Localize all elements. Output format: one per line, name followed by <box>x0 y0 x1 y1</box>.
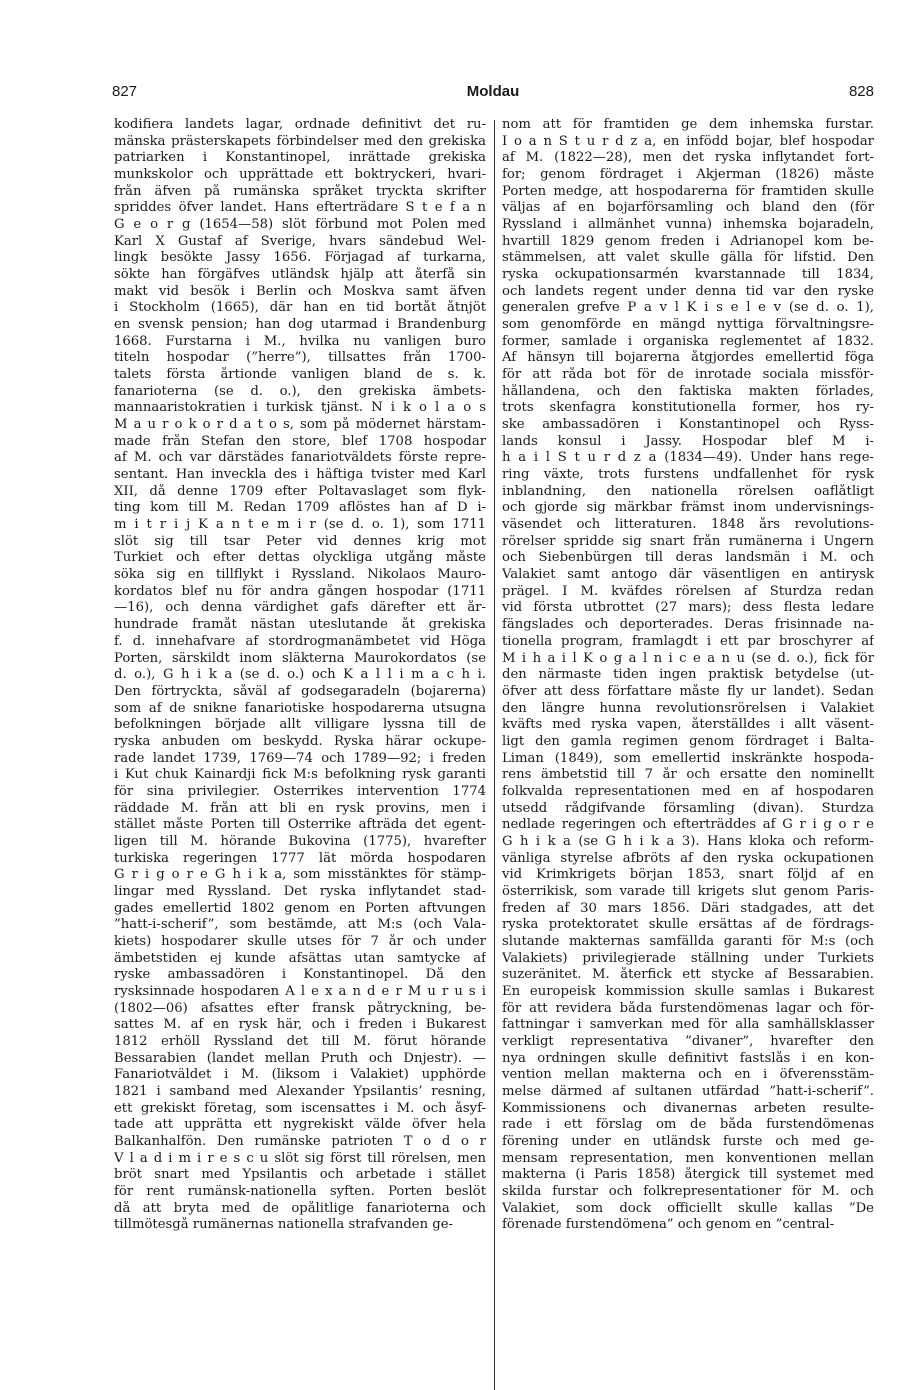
text-line: ligen till M. hörande Bukovina (1775), hvarefter <box>114 833 486 849</box>
text-line: spriddes öfver landet. Hans efterträdare S t e f a n <box>114 200 486 216</box>
text-line: rörelser spridde sig snart från rumänerna i Ungern <box>502 533 874 549</box>
text-line: M a u r o k o r d a t o s, som på mödernet härstam- <box>114 417 486 433</box>
text-line: G h i k a (se G h i k a 3). Hans kloka och reform- <box>502 833 874 849</box>
column-divider <box>494 120 495 1390</box>
text-line: slöt sig till tsar Peter vid dennes krig mot <box>114 533 486 549</box>
text-line: turkiska regeringen 1777 lät mörda hospodaren <box>114 850 486 866</box>
text-line: stället måste Porten till Österrike afträda det egent- <box>114 817 486 833</box>
page-number-left: 827 <box>112 83 138 100</box>
text-line: h a i l S t u r d z a (1834—49). Under hans rege- <box>502 450 874 466</box>
text-line: för rent rumänsk-nationella syften. Porten beslöt <box>114 1184 486 1199</box>
text-line: lingk besökte Jassy 1656. Förjagad af turkarna, <box>114 250 486 266</box>
text-line: gades emellertid 1802 genom en Porten aftvungen <box>114 900 486 916</box>
text-line: —16), och denna värdighet gafs därefter ett år- <box>114 600 486 616</box>
text-line: och gjorde sig märkbar främst inom undervisnings- <box>502 500 874 516</box>
text-line: makt vid besök i Berlin och Moskva samt äfven <box>114 283 486 299</box>
text-line: trots skenfagra konstitutionella former, hos ry- <box>502 400 874 416</box>
text-line: då att bryta med de opålitlige fanarioterna och <box>114 1200 486 1216</box>
text-line: tionella program, framlagdt i ett par broschyrer af <box>502 633 874 649</box>
text-line: kiets) hospodarer skulle utses för 7 år och under <box>114 933 486 949</box>
text-line: ryske ambassadören i Konstantinopel. Då den <box>114 967 486 983</box>
text-line: i Kut chuk Kainardji fick M:s befolkning rysk garanti <box>114 767 486 783</box>
text-line: hundrade framåt nästan uteslutande åt grekiska <box>114 617 486 633</box>
text-line: i Stockholm (1665), där han en tid bortåt åtnjöt <box>114 300 486 316</box>
text-line: generalen grefve P a v l K i s e l e v (se d. o. 1), <box>502 300 874 316</box>
text-line: nom att för framtiden ge dem inhemska furstar. <box>502 117 874 132</box>
text-line: freden af 30 mars 1856. Däri stadgades, att det <box>502 900 874 916</box>
text-line: made från Stefan den store, blef 1708 hospodar <box>114 433 486 449</box>
text-line: prägel. I M. kväfdes rörelsen af Sturdza redan <box>502 583 874 599</box>
text-line: 1821 i samband med Alexander Ypsilantis’ resning, <box>114 1083 486 1099</box>
text-line: 1668. Furstarna i M., hvilka nu vanligen buro <box>114 333 486 349</box>
text-line: Porten, särskildt inom släkterna Maurokordatos (se <box>114 650 486 666</box>
text-line: G e o r g (1654—58) slöt förbund mot Polen med <box>114 217 486 233</box>
text-line: fängslades och deporterades. Deras frisinnade na- <box>502 617 874 633</box>
text-line: inblandning, den nationella rörelsen oaflåtligt <box>502 483 874 499</box>
text-line: som af de snikne fanariotiske hospodarerna utsugna <box>114 700 486 716</box>
text-line: kordatos blef nu för andra gången hospodar (1711 <box>114 583 486 599</box>
text-line: f. d. innehafvare af stordrogmanämbetet vid Höga <box>114 633 486 649</box>
text-line: söka sig en tillflykt i Ryssland. Nikolaos Mauro- <box>114 567 486 583</box>
text-line: mannaaristokratien i turkisk tjänst. N i k o l a o s <box>114 400 486 416</box>
text-line: ”hatt-i-scherif”, som bestämde, att M:s (och Vala- <box>114 917 486 933</box>
text-line: förening under en utländsk furste och med ge- <box>502 1133 874 1149</box>
text-line: m i t r i j K a n t e m i r (se d. o. 1), som 1711 <box>114 517 486 533</box>
text-line: sattes M. af en rysk här, och i freden i Bukarest <box>114 1017 486 1033</box>
text-line: vänliga styrelse afbröts af den ryska ockupationen <box>502 850 874 866</box>
text-line: I o a n S t u r d z a, en infödd bojar, blef hospodar <box>502 133 874 149</box>
text-line: nedlade regeringen och efterträddes af G r i g o r e <box>502 817 874 833</box>
text-line: utsedd rådgifvande församling (divan). Sturdza <box>502 800 874 816</box>
text-line: vention mellan makterna och en i öfverensstäm- <box>502 1067 874 1083</box>
text-line: Porten medge, att hospodarerna för framtiden skulle <box>502 183 874 199</box>
text-line: G r i g o r e G h i k a, som misstänktes för stämp- <box>114 867 486 883</box>
text-line: Karl X Gustaf af Sverige, hvars sändebud Wel- <box>114 233 486 249</box>
text-line: sökte han förgäfves utländsk hjälp att återfå sin <box>114 267 486 283</box>
text-line: hållandena, och den faktiska makten förlades, <box>502 383 874 399</box>
text-line: för att revidera båda furstendömenas lagar och för- <box>502 1000 874 1016</box>
text-line: rade i ett förslag om de båda furstendömenas <box>502 1117 874 1133</box>
text-line: af M. och var därstädes fanariotväldets förste repre- <box>114 450 486 466</box>
text-line: Ryssland i allmänhet vunna) inhemska bojaradeln, <box>502 217 874 233</box>
text-line: som genomförde en mängd nyttiga förvaltningsre- <box>502 317 874 333</box>
text-line: titeln hospodar (”herre”), tillsattes från 1700- <box>114 350 486 366</box>
text-line: och landets regent under denna tid var den ryske <box>502 283 874 299</box>
text-line: hvartill 1829 genom freden i Adrianopel kom be- <box>502 233 874 249</box>
text-line: fattningar i samverkan med för alla samhällsklasser <box>502 1017 874 1033</box>
text-line: Kommissionens och divanernas arbeten resulte- <box>502 1100 874 1116</box>
text-line: bröt snart med Ypsilantis och arbetade i stället <box>114 1167 486 1183</box>
running-head-title: Moldau <box>466 83 520 100</box>
text-line: ett grekiskt företag, som iscensattes i M. och åsyf- <box>114 1100 486 1116</box>
text-line: för att råda bot för de inrotade sociala missför- <box>502 367 874 383</box>
text-line: d. o.), G h i k a (se d. o.) och K a l l i m a c h i. <box>114 667 486 683</box>
text-line: ting kom till M. Redan 1709 aflöstes han af D i- <box>114 500 486 516</box>
text-line: väsendet och litteraturen. 1848 års revolutions- <box>502 517 874 533</box>
text-line: stämmelsen, att valet skulle gälla för lifstid. Den <box>502 250 874 266</box>
text-line: Balkanhalfön. Den rumänske patrioten T o d o r <box>114 1133 486 1149</box>
text-line: tade att upprätta ett nygrekiskt välde öfver hela <box>114 1117 486 1133</box>
text-line: melse därmed af sultanen utfärdad ”hatt-i-scherif”. <box>502 1083 874 1099</box>
text-line: Af hänsyn till bojarerna åtgjordes emellertid föga <box>502 350 874 366</box>
text-line: for; genom fördraget i Akjerman (1826) måste <box>502 167 874 183</box>
text-line: 1812 erhöll Ryssland det till M. förut hörande <box>114 1033 486 1049</box>
text-line: Valakiet samt antogo där väsentligen en antirysk <box>502 567 874 583</box>
text-line: österrikisk, som varade till krigets slut genom Paris- <box>502 883 874 899</box>
text-line: folkvalda representationen med en af hospodaren <box>502 783 874 799</box>
text-line: skilda furstar och folkrepresentationer för M. och <box>502 1184 874 1199</box>
text-line: rysksinnade hospodaren A l e x a n d e r M u r u s i <box>114 983 486 999</box>
text-line: XII, då denne 1709 efter Poltavaslaget som flyk- <box>114 483 486 499</box>
text-line: och Siebenbürgen till deras landsmän i M. och <box>502 550 874 566</box>
text-line: rade landet 1739, 1769—74 och 1789—92; i freden <box>114 750 486 766</box>
text-line: Liman (1849), som emellertid inskränkte hospoda- <box>502 750 874 766</box>
text-line: munkskolor och upprättade ett boktryckeri, hvari- <box>114 167 486 183</box>
text-line: förenade furstendömena” och genom en ”central- <box>502 1217 835 1233</box>
text-line: rens ämbetstid till 7 år och ersatte den nominellt <box>502 767 874 783</box>
text-line: lingar med Ryssland. Det ryska inflytandet stad- <box>114 883 486 899</box>
text-line: V l a d i m i r e s c u slöt sig först till rörelsen, men <box>114 1150 486 1166</box>
text-line: vid Krimkrigets början 1853, snart följd af en <box>502 867 874 883</box>
text-line: räddade M. från att bli en rysk provins, men i <box>114 800 486 816</box>
text-line: ryska protektoratet skulle ersättas af de fördrags- <box>502 917 874 933</box>
text-line: Fanariotväldet i M. (liksom i Valakiet) upphörde <box>114 1067 486 1083</box>
text-line: väljas af en bojarförsamling och bland den (för <box>502 200 874 216</box>
text-line: en svensk pension; han dog utarmad i Brandenburg <box>114 317 486 333</box>
text-line: ryska anbuden om beskydd. Ryska härar ockupe- <box>114 733 486 749</box>
text-line: ligt den gamla regimen genom fördraget i Balta- <box>502 733 874 749</box>
text-line: den närmaste tiden ingen praktisk betydelse (ut- <box>502 667 874 683</box>
text-line: vid första utbrottet (27 mars); dess flesta ledare <box>502 600 874 616</box>
text-line: Turkiet och efter dettas olyckliga utgång måste <box>114 550 486 566</box>
text-line: sentant. Han inveckla des i häftiga tvister med Karl <box>114 467 486 483</box>
text-line: slutande makternas samfällda garanti för M:s (och <box>502 933 874 949</box>
page-header <box>112 83 874 105</box>
text-line: tillmötesgå rumänernas nationella strafvanden ge- <box>114 1217 453 1233</box>
text-line: ryska ockupationsarmén kvarstannade till 1834, <box>502 267 874 283</box>
text-line: mänska prästerskapets förbindelser med den grekiska <box>114 133 486 149</box>
text-line: den längre hunna revolutionsrörelsen i Valakiet <box>502 700 874 716</box>
text-line: Valakiet, som dock officiellt skulle kallas ”De <box>502 1200 874 1216</box>
text-line: makterna (i Paris 1858) återgick till systemet med <box>502 1167 874 1183</box>
text-line: former, samlade i organiska reglementet af 1832. <box>502 333 874 349</box>
text-line: ämbetstiden ej kunde afsättas utan samtycke af <box>114 950 486 966</box>
text-line: patriarken i Konstantinopel, inrättade grekiska <box>114 150 486 166</box>
text-line: mensam representation, men konventionen mellan <box>502 1150 874 1166</box>
text-line: nya ordningen skulle definitivt fastslås i en kon- <box>502 1050 874 1066</box>
text-line: M i h a i l K o g a l n i c e a n u (se d. o.), fick för <box>502 650 874 666</box>
text-line: verkligt representativa ”divaner”, hvarefter den <box>502 1033 874 1049</box>
text-line: (1802—06) afsattes efter fransk påtryckning, be- <box>114 1000 486 1016</box>
right-text-column <box>502 117 874 1234</box>
text-line: Valakiets) privilegierade ställning under Turkiets <box>502 950 874 966</box>
text-line: kodifiera landets lagar, ordnade definitivt det ru- <box>114 117 486 132</box>
text-line: fanarioterna (se d. o.), den grekiska ämbets- <box>114 383 486 399</box>
text-line: ske ambassadören i Konstantinopel och Ryss- <box>502 417 874 433</box>
text-line: kväfts med ryska vapen, återställdes i allt väsent- <box>502 717 874 733</box>
text-line: öfver att dess författare måste fly ur landet). Sedan <box>502 683 874 699</box>
text-line: ring växte, trots furstens undfallenhet för rysk <box>502 467 874 483</box>
text-line: Bessarabien (landet mellan Pruth och Dnjestr). — <box>114 1050 486 1066</box>
text-line: af M. (1822—28), men det ryska inflytandet fort- <box>502 150 874 166</box>
text-line: från äfven på rumänska språket tryckta skrifter <box>114 183 486 199</box>
text-line: befolkningen började allt villigare lyssna till de <box>114 717 486 733</box>
text-line: lands konsul i Jassy. Hospodar blef M i- <box>502 433 874 449</box>
text-line: talets första årtionde vanligen bland de s. k. <box>114 367 486 383</box>
left-text-column <box>114 117 486 1234</box>
text-line: En europeisk kommission skulle samlas i Bukarest <box>502 983 874 999</box>
page-number-right: 828 <box>848 83 874 100</box>
text-line: för sina privilegier. Österrikes intervention 1774 <box>114 783 486 799</box>
text-line: suzeränitet. M. återfick ett stycke af Bessarabien. <box>502 967 874 983</box>
text-line: Den förtryckta, såväl af godsegaradeln (bojarerna) <box>114 683 486 699</box>
